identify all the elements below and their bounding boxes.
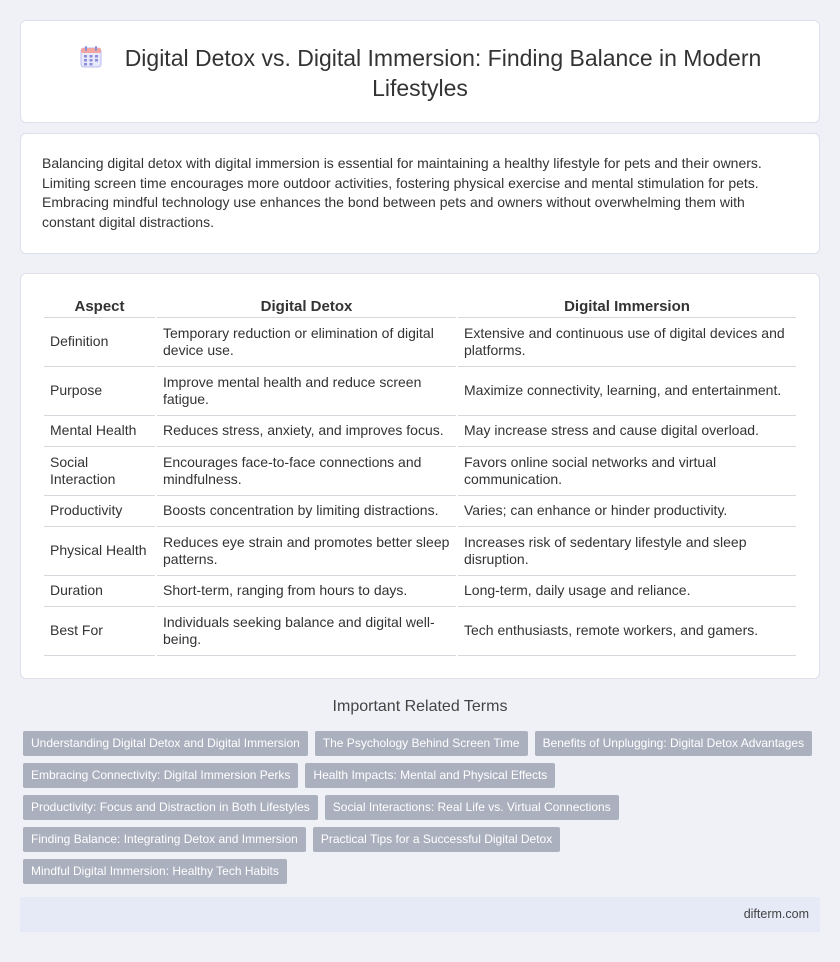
table-row <box>44 607 796 656</box>
table-cell: Physical Health <box>44 527 155 576</box>
table-cell: Tech enthusiasts, remote workers, and gamers. <box>458 607 796 656</box>
table-cell: Social Interaction <box>44 447 155 496</box>
table-cell: Duration <box>44 576 155 607</box>
table-cell: Best For <box>44 607 155 656</box>
related-term-tag[interactable]: The Psychology Behind Screen Time <box>315 731 528 756</box>
related-term-tag[interactable]: Benefits of Unplugging: Digital Detox Advantages <box>535 731 813 756</box>
footer-site-link[interactable]: difterm.com <box>743 907 809 921</box>
table-cell: Increases risk of sedentary lifestyle and sleep disruption. <box>458 527 796 576</box>
table-cell: Boosts concentration by limiting distractions. <box>157 496 456 527</box>
related-terms-list <box>23 731 823 891</box>
related-term-tag[interactable]: Finding Balance: Integrating Detox and Immersion <box>23 827 306 852</box>
comparison-table <box>42 296 798 656</box>
table-cell: Extensive and continuous use of digital devices and platforms. <box>458 318 796 367</box>
related-term-tag[interactable]: Productivity: Focus and Distraction in Both Lifestyles <box>23 795 318 820</box>
table-cell: May increase stress and cause digital overload. <box>458 416 796 447</box>
related-term-tag[interactable]: Social Interactions: Real Life vs. Virtual Connections <box>325 795 619 820</box>
table-row <box>44 416 796 447</box>
table-cell: Long-term, daily usage and reliance. <box>458 576 796 607</box>
table-cell: Definition <box>44 318 155 367</box>
table-row <box>44 447 796 496</box>
table-cell: Individuals seeking balance and digital well-being. <box>157 607 456 656</box>
table-cell: Reduces stress, anxiety, and improves focus. <box>157 416 456 447</box>
related-term-tag[interactable]: Embracing Connectivity: Digital Immersion Perks <box>23 763 298 788</box>
column-header: Digital Immersion <box>458 296 796 318</box>
table-row <box>44 318 796 367</box>
column-header: Digital Detox <box>157 296 456 318</box>
table-row <box>44 527 796 576</box>
table-row <box>44 367 796 416</box>
table-cell: Improve mental health and reduce screen fatigue. <box>157 367 456 416</box>
related-term-tag[interactable]: Practical Tips for a Successful Digital Detox <box>313 827 560 852</box>
related-term-tag[interactable]: Mindful Digital Immersion: Healthy Tech Habits <box>23 859 287 884</box>
related-terms-title: Important Related Terms <box>332 698 508 715</box>
related-term-tag[interactable]: Understanding Digital Detox and Digital Immersion <box>23 731 308 756</box>
table-cell: Varies; can enhance or hinder productivity. <box>458 496 796 527</box>
table-cell: Maximize connectivity, learning, and entertainment. <box>458 367 796 416</box>
page-title-text: Digital Detox vs. Digital Immersion: Finding Balance in Modern Lifestyles <box>124 45 762 101</box>
table-row <box>44 576 796 607</box>
table-cell: Temporary reduction or elimination of digital device use. <box>157 318 456 367</box>
table-header-row <box>44 296 796 318</box>
table-row <box>44 496 796 527</box>
page-title <box>79 45 762 101</box>
comparison-card <box>20 273 820 679</box>
header-card <box>20 20 820 123</box>
footer <box>20 897 820 932</box>
intro-text: Balancing digital detox with digital immersion is essential for maintaining a healthy lifestyle for pets and their owners. Limiting screen time encourages more outdoor activities, fostering physical exercise and mental stimulation for pets. Embracing mindful technology use enhances the bond between pets and owners without overwhelming them with constant digital distractions. <box>42 155 762 230</box>
table-cell: Short-term, ranging from hours to days. <box>157 576 456 607</box>
calendar-icon <box>79 45 103 69</box>
related-term-tag[interactable]: Health Impacts: Mental and Physical Effects <box>305 763 555 788</box>
intro-card <box>20 133 820 254</box>
table-cell: Productivity <box>44 496 155 527</box>
table-cell: Purpose <box>44 367 155 416</box>
table-cell: Favors online social networks and virtual communication. <box>458 447 796 496</box>
table-cell: Reduces eye strain and promotes better sleep patterns. <box>157 527 456 576</box>
table-cell: Encourages face-to-face connections and mindfulness. <box>157 447 456 496</box>
title-wrap <box>61 43 779 103</box>
column-header: Aspect <box>44 296 155 318</box>
table-cell: Mental Health <box>44 416 155 447</box>
